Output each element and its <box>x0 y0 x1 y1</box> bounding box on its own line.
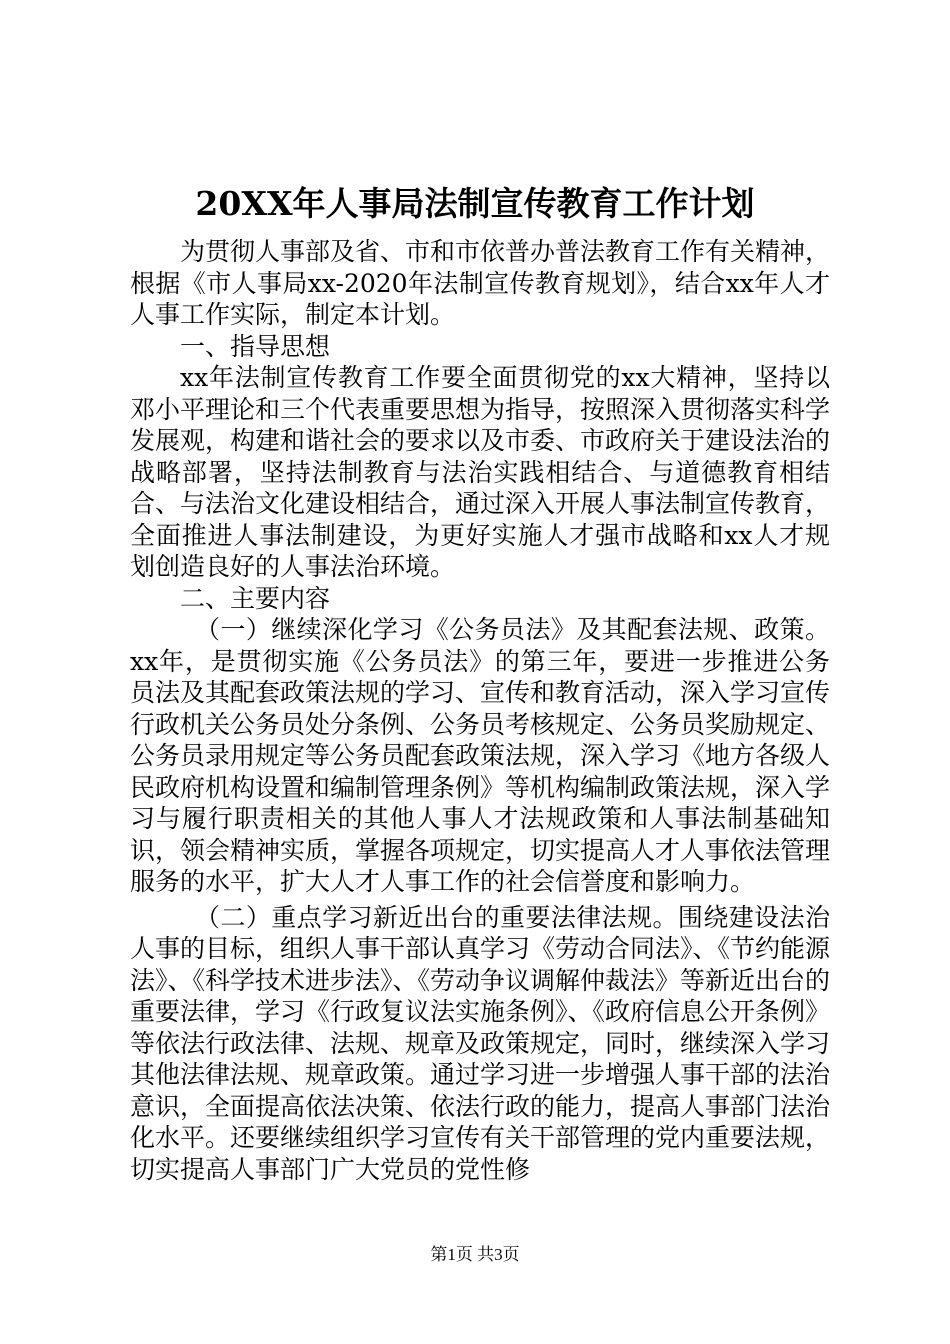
page-number-footer: 第1页 共3页 <box>430 1245 520 1264</box>
content-item-2-paragraph: （二）重点学习新近出台的重要法律法规。围绕建设法治人事的目标，组织人事干部认真学习《劳动合同法》、《节约能源法》、《科学技术进步法》、《劳动争议调解仲裁法》等新近出台的重要法律，学习《行政复议法实施条例》、《政府信息公开条例》等依法行政法律、法规、规章及政策规定，同时，继续深入学习其他法律法规、规章政策。通过学习进一步增强人事干部的法治意识，全面提高依法决策、依法行政的能力，提高人事部门法治化水平。还要继续组织学习宣传有关干部管理的党内重要法规，切实提高人事部门广大党员的党性修 <box>130 902 831 1184</box>
guiding-thought-paragraph: xx年法制宣传教育工作要全面贯彻党的xx大精神，坚持以邓小平理论和三个代表重要思想为指导，按照深入贯彻落实科学发展观，构建和谐社会的要求以及市委、市政府关于建设法治的战略部署，坚持法制教育与法治实践相结合、与道德教育相结合、与法治文化建设相结合，通过深入开展人事法制宣传教育，全面推进人事法制建设，为更好实施人才强市战略和xx人才规划创造良好的人事法治环境。 <box>130 363 831 581</box>
section-heading-guiding-thought: 一、指导思想 <box>180 331 331 361</box>
document-title: 20XX年人事局法制宣传教育工作计划 <box>195 184 755 223</box>
content-item-1-paragraph: （一）继续深化学习《公务员法》及其配套法规、政策。xx年，是贯彻实施《公务员法》的第三年，要进一步推进公务员法及其配套政策法规的学习、宣传和教育活动，深入学习宣传行政机关公务员处分条例、公务员考核规定、公务员奖励规定、公务员录用规定等公务员配套政策法规，深入学习《地方各级人民政府机构设置和编制管理条例》等机构编制政策法规，深入学习与履行职责相关的其他人事人才法规政策和人事法制基础知识，领会精神实质，掌握各项规定，切实提高人才人事依法管理服务的水平，扩大人才人事工作的社会信誉度和影响力。 <box>130 615 831 896</box>
intro-paragraph: 为贯彻人事部及省、市和市依普办普法教育工作有关精神，根据《市人事局xx-2020年法制宣传教育规划》，结合xx年人才人事工作实际，制定本计划。 <box>130 237 831 329</box>
section-heading-main-content: 二、主要内容 <box>180 583 331 613</box>
document-body <box>130 236 830 1185</box>
